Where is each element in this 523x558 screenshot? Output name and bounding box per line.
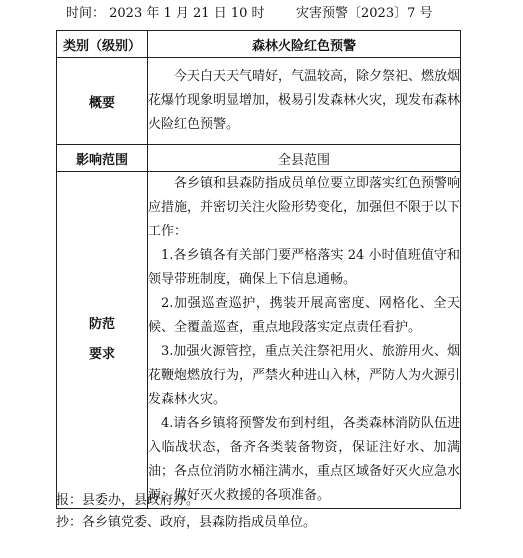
cc-to-line: 抄：各乡镇党委、政府，县森防指成员单位。	[56, 515, 317, 530]
impact-row	[57, 145, 461, 172]
category-level-header: 类别（级别）	[57, 31, 148, 58]
requirements-label-line2: 要求	[88, 347, 115, 362]
warning-table	[56, 30, 461, 509]
impact-text: 全县范围	[148, 145, 461, 172]
requirements-row	[57, 172, 461, 509]
table-header-row	[57, 31, 461, 58]
overview-row	[57, 58, 461, 145]
document-header	[0, 0, 523, 28]
issue-time: 时间： 2023 年 1 月 21 日 10 时	[66, 6, 265, 21]
requirement-item-3: 3.加强火源管控，重点关注祭祀用火、旅游用火、烟花鞭炮燃放行为，严禁火种进山入林，严防人为火源引发森林火灾。	[148, 344, 461, 407]
warning-title: 森林火险红色预警	[148, 31, 461, 58]
requirements-label	[57, 172, 148, 509]
overview-text: 今天白天天气晴好，气温较高，除夕祭祀、燃放烟花爆竹现象明显增加，极易引发森林火灾，现发布森林火险红色预警。	[148, 69, 461, 132]
overview-label: 概要	[57, 58, 148, 145]
overview-cell	[148, 58, 461, 145]
requirements-label-line1: 防范	[88, 317, 115, 332]
requirements-cell	[148, 172, 461, 509]
requirements-intro: 各乡镇和县森防指成员单位要立即落实红色预警响应措施，并密切关注火险形势变化，加强但不限于以下工作：	[148, 176, 461, 239]
requirement-item-4: 4.请各乡镇将预警发布到村组，各类森林消防队伍进入临战状态，备齐各类装备物资，保证注好水、加满油；各点位消防水桶注满水，重点区域备好灭火应急水源；做好灭火救援的各项准备。	[148, 416, 461, 503]
impact-label: 影响范围	[57, 145, 148, 172]
document-number: 灾害预警〔2023〕7 号	[296, 6, 433, 21]
report-to-line: 报：县委办，县政府办。	[56, 493, 200, 508]
requirement-item-2: 2.加强巡查巡护，携装开展高密度、网格化、全天候、全覆盖巡查，重点地段落实定点责任看护。	[148, 296, 460, 335]
requirement-item-1: 1.各乡镇各有关部门要严格落实 24 小时值班值守和领导带班制度，确保上下信息通畅。	[148, 248, 460, 287]
